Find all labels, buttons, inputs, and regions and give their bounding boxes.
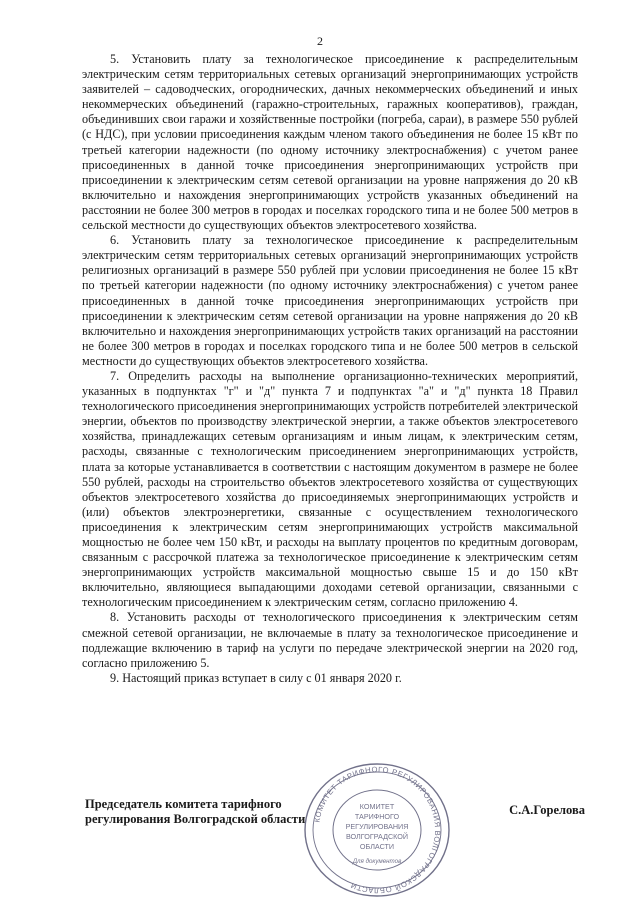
svg-text:ОБЛАСТИ: ОБЛАСТИ xyxy=(359,842,395,851)
paragraph-9: 9. Настоящий приказ вступает в силу с 01 января 2020 г. xyxy=(110,670,402,685)
page-number: 2 xyxy=(317,34,323,48)
official-stamp xyxy=(296,760,458,900)
svg-text:РЕГУЛИРОВАНИЯ: РЕГУЛИРОВАНИЯ xyxy=(345,822,409,831)
signer-name: С.А.Горелова xyxy=(509,803,585,817)
svg-text:ТАРИФНОГО: ТАРИФНОГО xyxy=(354,812,400,821)
stamp-ring-text: КОМИТЕТ ТАРИФНОГО РЕГУЛИРОВАНИЯ ВОЛГОГРАДСКОЙ ОБЛАСТИ xyxy=(312,764,443,896)
paragraph-6: 6. Установить плату за технологическое присоединение к распределительным электрическим сетям территориальных сетевых организаций энергопринимающих устройств религиозных организаций в размере 550 рублей при условии присоединения не более 15 кВт по третьей категории надежности (по одному источнику электроснабжения) с учетом ранее присоединенных в данной точке присоединения энергопринимающих устройств при присоединении к электрическим сетям сетевой организации на уровне напряжения до 20 кВ включительно и нахождения энергопринимающих устройств таких организаций на расстоянии не более 300 метров в городах и поселках городского типа и не более 500 метров в сельской местности до существующих объектов электросетевого хозяйства. xyxy=(82,233,578,368)
paragraph-7: 7. Определить расходы на выполнение организационно-технических мероприятий, указанных в подпунктах "г" и "д" пункта 7 и подпунктах "а" и "д" пункта 18 Правил технологического присоединения энергопринимающих устройств потребителей электрической энергии, объектов по производству электрической энергии, а также объектов электросетевого хозяйства, принадлежащих сетевым организациям и иным лицам, к электрическим сетям, расходы, связанные с технологическим присоединением энергопринимающих устройств, плата за которые устанавливается в соответствии с настоящим документом в размере не более 550 рублей, расходы на строительство объектов электросетевого хозяйства от существующих объектов электросетевого хозяйства до присоединяемых энергопринимающих устройств и (или) объектов электроэнергетики, связанные с осуществлением технологического присоединения к электрическим сетям энергопринимающих устройств максимальной мощностью не более чем 150 кВт, и расходы на выплату процентов по кредитным договорам, связанным с рассрочкой платежа за технологическое присоединение к электрическим сетям энергопринимающих устройств максимальной мощностью свыше 15 и до 150 кВт включительно, являющиеся выпадающими доходами сетевой организации, связанными с технологическим присоединением к электрическим сетям, согласно приложению 4. xyxy=(82,368,578,610)
svg-text:ВОЛГОГРАДСКОЙ: ВОЛГОГРАДСКОЙ xyxy=(345,832,409,841)
document-body xyxy=(82,52,578,686)
stamp-bottom-text: Для документов xyxy=(352,858,402,865)
stamp-center-text xyxy=(346,802,409,851)
paragraph-8: 8. Установить расходы от технологического присоединения к электрическим сетям смежной сетевой организации, не включаемые в плату за технологическое присоединение и подлежащие включению в тариф на услуги по передаче электрической энергии на 2020 год, согласно приложению 5. xyxy=(82,610,578,670)
svg-text:КОМИТЕТ: КОМИТЕТ xyxy=(359,802,395,811)
signer-position: Председатель комитета тарифного регулирования Волгоградской области xyxy=(85,797,306,826)
paragraph-5: 5. Установить плату за технологическое присоединение к распределительным электрическим сетям территориальных сетевых организаций энергопринимающих устройств заявителей – садоводческих, огороднических, дачных некоммерческих объединений и иных некоммерческих объединений (гаражно-строительных, гаражных кооперативов), граждан, объединивших свои гаражи и хозяйственные постройки (погреба, сараи), в размере 550 рублей (с НДС), при условии присоединения каждым членом такого объединения не более 15 кВт по третьей категории надежности (по одному источнику электроснабжения) с учетом ранее присоединенных в данной точке присоединения энергопринимающих устройств при присоединении к электрическим сетям сетевой организации на уровне напряжения до 20 кВ включительно и нахождения энергопринимающих устройств указанных объединений на расстоянии не более 300 метров в городах и поселках городского типа и не более 500 метров в сельской местности до существующих объектов электросетевого хозяйства. xyxy=(82,52,578,233)
